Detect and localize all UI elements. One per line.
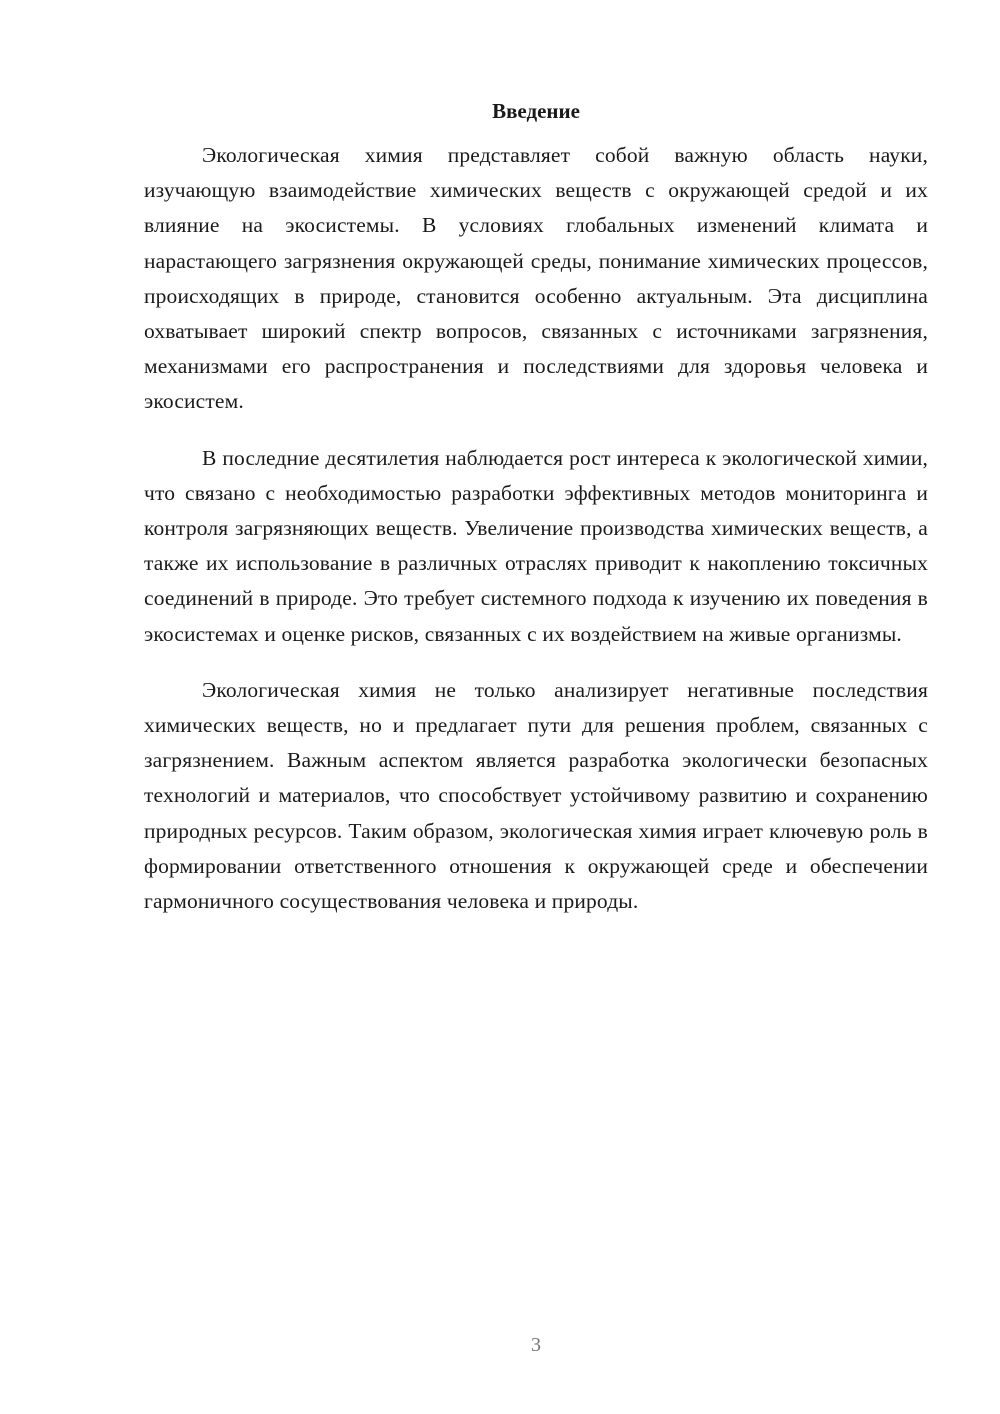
section-title: Введение	[492, 99, 580, 123]
paragraph-2: В последние десятилетия наблюдается рост интереса к экологической химии, что связано с необходимостью разработки эффективных методов мониторинга и контроля загрязняющих веществ. Увеличение производства химических веществ, а также их использование в различных отраслях приводит к накоплению токсичных соединений в природе. Это требует системного подхода к изучению их поведения в экосистемах и оценке рисков, связанных с их воздействием на живые организмы.	[144, 445, 928, 646]
page-number: 3	[531, 1334, 541, 1356]
paragraph-3: Экологическая химия не только анализирует негативные последствия химических веществ, но и предлагает пути для решения проблем, связанных с загрязнением. Важным аспектом является разработка экологически безопасных технологий и материалов, что способствует устойчивому развитию и сохранению природных ресурсов. Таким образом, экологическая химия играет ключевую роль в формировании ответственного отношения к окружающей среде и обеспечении гармоничного сосуществования человека и природы.	[144, 677, 928, 914]
paragraph-1: Экологическая химия представляет собой важную область науки, изучающую взаимодействие химических веществ с окружающей средой и их влияние на экосистемы. В условиях глобальных изменений климата и нарастающего загрязнения окружающей среды, понимание химических процессов, происходящих в природе, становится особенно актуальным. Эта дисциплина охватывает широкий спектр вопросов, связанных с источниками загрязнения, механизмами его распространения и последствиями для здоровья человека и экосистем.	[144, 143, 928, 414]
document-page	[144, 96, 928, 919]
